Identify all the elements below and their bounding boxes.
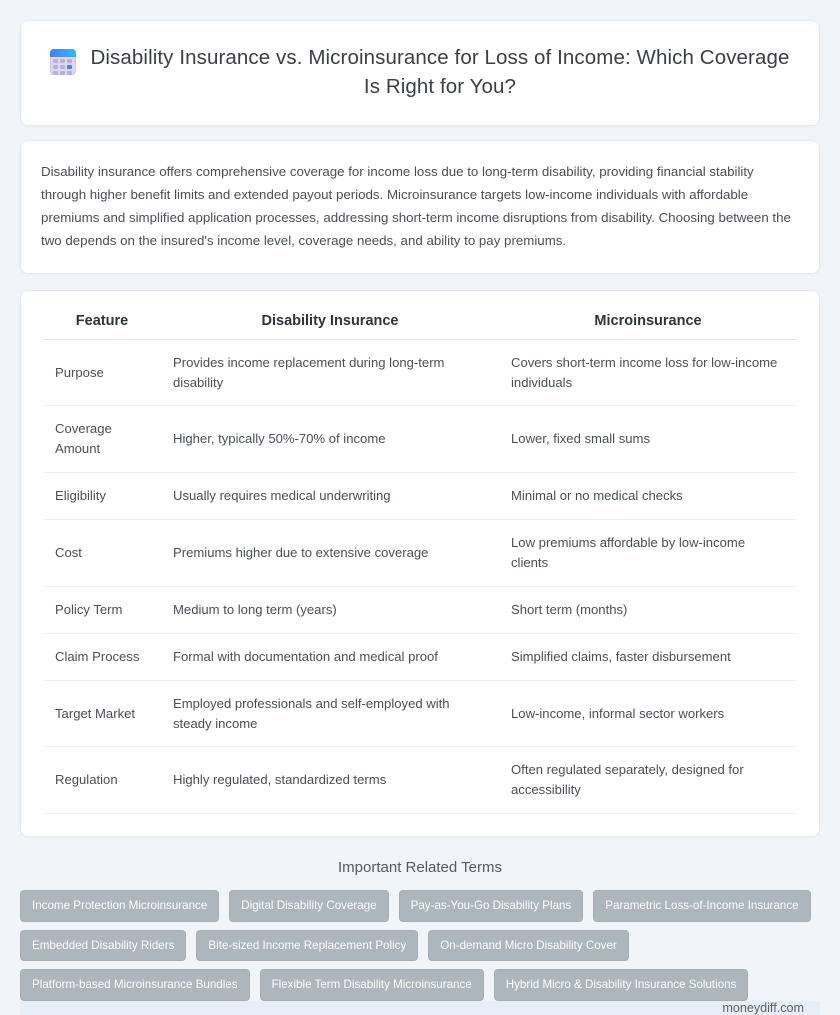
- site-name: moneydiff.com: [722, 1001, 804, 1015]
- table-row: [43, 339, 797, 406]
- table-body: [43, 339, 797, 814]
- cell-feature: Policy Term: [43, 586, 161, 633]
- related-term-chip[interactable]: Parametric Loss-of-Income Insurance: [593, 890, 810, 922]
- related-term-chip[interactable]: Embedded Disability Riders: [20, 930, 186, 962]
- table-header-row: [43, 309, 797, 340]
- cell-microinsurance: Often regulated separately, designed for accessibility: [499, 747, 797, 814]
- summary-text: Disability insurance offers comprehensive coverage for income loss due to long-term disability, providing financial stability through higher benefit limits and extended payout periods. Microinsurance targets low-income individuals with affordable premiums and simplified application processes, addressing short-term income disruptions from disability. Choosing between the two depends on the insured's income level, coverage needs, and ability to pay premiums.: [41, 164, 791, 248]
- cell-feature: Purpose: [43, 339, 161, 406]
- cell-microinsurance: Lower, fixed small sums: [499, 406, 797, 473]
- comparison-table-card: [20, 290, 820, 838]
- table-row: [43, 680, 797, 747]
- column-header-disability-insurance: Disability Insurance: [161, 309, 499, 340]
- table-row: [43, 633, 797, 680]
- cell-disability-insurance: Employed professionals and self-employed with steady income: [161, 680, 499, 747]
- table-row: [43, 586, 797, 633]
- cell-disability-insurance: Highly regulated, standardized terms: [161, 747, 499, 814]
- cell-feature: Claim Process: [43, 633, 161, 680]
- cell-feature: Cost: [43, 520, 161, 587]
- cell-microinsurance: Low-income, informal sector workers: [499, 680, 797, 747]
- cell-disability-insurance: Medium to long term (years): [161, 586, 499, 633]
- page-title: Disability Insurance vs. Microinsurance for Loss of Income: Which Coverage Is Right for You?: [90, 46, 790, 99]
- table-row: [43, 473, 797, 520]
- table-row: [43, 520, 797, 587]
- related-terms-title: Important Related Terms: [338, 859, 502, 877]
- cell-feature: Regulation: [43, 747, 161, 814]
- calendar-icon: [50, 49, 76, 75]
- table-row: [43, 406, 797, 473]
- related-term-chip[interactable]: Digital Disability Coverage: [229, 890, 388, 922]
- cell-microinsurance: Short term (months): [499, 586, 797, 633]
- cell-feature: Eligibility: [43, 473, 161, 520]
- comparison-table: [43, 309, 797, 815]
- table-head: [43, 309, 797, 340]
- table-row: [43, 747, 797, 814]
- cell-microinsurance: Simplified claims, faster disbursement: [499, 633, 797, 680]
- calendar-icon-top: [50, 49, 76, 57]
- cell-disability-insurance: Premiums higher due to extensive coverage: [161, 520, 499, 587]
- related-terms-list: [20, 890, 820, 1001]
- cell-microinsurance: Minimal or no medical checks: [499, 473, 797, 520]
- cell-disability-insurance: Formal with documentation and medical proof: [161, 633, 499, 680]
- footer-band: [20, 1001, 820, 1015]
- related-terms-section: [20, 853, 820, 1001]
- column-header-feature: Feature: [43, 309, 161, 340]
- summary-card: [20, 140, 820, 273]
- related-term-chip[interactable]: On-demand Micro Disability Cover: [428, 930, 629, 962]
- calendar-icon-grid: [53, 59, 72, 75]
- column-header-microinsurance: Microinsurance: [499, 309, 797, 340]
- related-term-chip[interactable]: Pay-as-You-Go Disability Plans: [399, 890, 584, 922]
- related-term-chip[interactable]: Hybrid Micro & Disability Insurance Solutions: [494, 969, 749, 1001]
- related-term-chip[interactable]: Bite-sized Income Replacement Policy: [196, 930, 418, 962]
- header-card: [20, 20, 820, 126]
- cell-microinsurance: Low premiums affordable by low-income clients: [499, 520, 797, 587]
- cell-feature: Coverage Amount: [43, 406, 161, 473]
- related-term-chip[interactable]: Income Protection Microinsurance: [20, 890, 219, 922]
- cell-disability-insurance: Usually requires medical underwriting: [161, 473, 499, 520]
- cell-disability-insurance: Higher, typically 50%-70% of income: [161, 406, 499, 473]
- related-term-chip[interactable]: Flexible Term Disability Microinsurance: [260, 969, 484, 1001]
- related-term-chip[interactable]: Platform-based Microinsurance Bundles: [20, 969, 250, 1001]
- cell-microinsurance: Covers short-term income loss for low-income individuals: [499, 339, 797, 406]
- cell-feature: Target Market: [43, 680, 161, 747]
- cell-disability-insurance: Provides income replacement during long-term disability: [161, 339, 499, 406]
